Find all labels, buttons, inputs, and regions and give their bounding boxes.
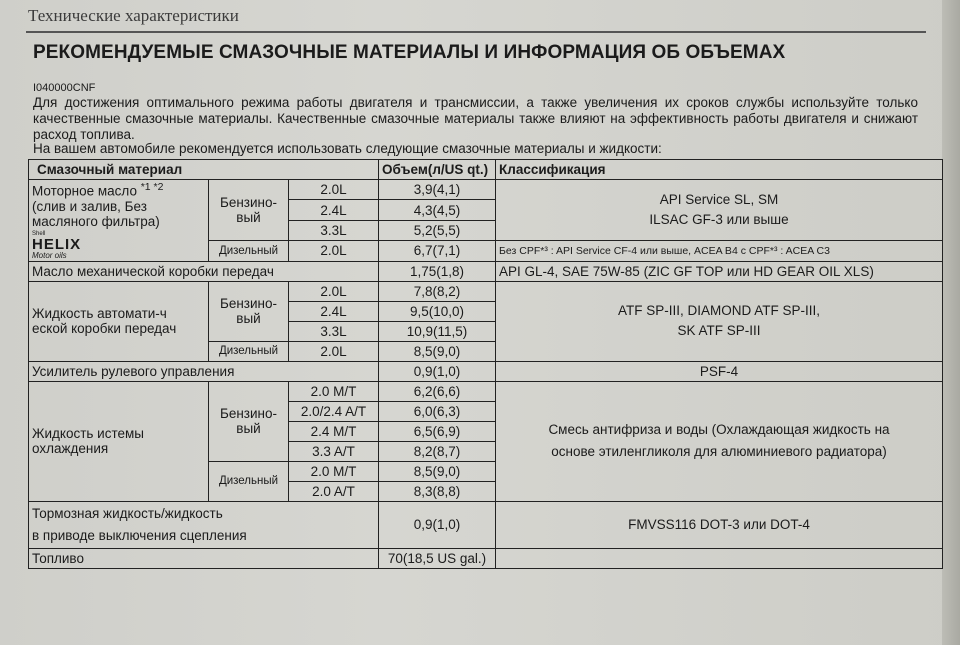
- automatic-petrol: Бензино-вый: [209, 281, 289, 341]
- volume-cell: 10,9(11,5): [379, 321, 496, 341]
- table-row: [29, 281, 943, 301]
- engine-size: 2.4L: [289, 301, 379, 321]
- brake-label: Тормозная жидкость/жидкость в приводе выключения сцепления: [29, 501, 379, 548]
- section-header: Технические характеристики: [28, 6, 239, 25]
- manual-gearbox-label: Масло механической коробки передач: [29, 261, 379, 281]
- power-steering-label: Усилитель рулевого управления: [29, 361, 379, 381]
- header-material: Смазочный материал: [29, 160, 379, 180]
- volume-cell: 4,3(4,5): [379, 200, 496, 220]
- volume-cell: 3,9(4,1): [379, 180, 496, 200]
- coolant-class: Смесь антифриза и воды (Охлаждающая жидкость на основе этиленгликоля для алюминиевого радиатора): [496, 381, 943, 501]
- engine-size: 2.0L: [289, 281, 379, 301]
- engine-oil-label: Моторное масло $^{*1 *2}$ (слив и залив, Без масляного фильтра) Shell HELIX Motor oils: [29, 180, 209, 262]
- automatic-class: ATF SP-III, DIAMOND ATF SP-III, SK ATF SP-III: [496, 281, 943, 361]
- volume-cell: 8,2(8,7): [379, 441, 496, 461]
- engine-size: 2.4 M/T: [289, 421, 379, 441]
- volume-cell: 70(18,5 US gal.): [379, 548, 496, 568]
- table-row: [29, 180, 943, 200]
- intro-paragraph: Для достижения оптимального режима работы двигателя и трансмиссии, а также увеличения их сроков службы используйте только качественные смазочные материалы. Качественные смазочные материалы также влияют на эффективность работы двигателя и снижают расход топлива.: [33, 95, 918, 142]
- table-row: [29, 501, 943, 548]
- engine-size: 2.0/2.4 A/T: [289, 401, 379, 421]
- volume-cell: 6,0(6,3): [379, 401, 496, 421]
- table-header-row: [29, 160, 943, 180]
- manual-gearbox-class: API GL-4, SAE 75W-85 (ZIC GF TOP или HD GEAR OIL XLS): [496, 261, 943, 281]
- volume-cell: 0,9(1,0): [379, 501, 496, 548]
- volume-cell: 0,9(1,0): [379, 361, 496, 381]
- engine-size: 2.0 M/T: [289, 381, 379, 401]
- automatic-label: Жидкость автомати-ч еской коробки передач: [29, 281, 209, 361]
- volume-cell: 7,8(8,2): [379, 281, 496, 301]
- automatic-diesel: Дизельный: [209, 341, 289, 361]
- doc-code: I040000CNF: [33, 82, 96, 94]
- volume-cell: 8,5(9,0): [379, 341, 496, 361]
- engine-size: 3.3L: [289, 321, 379, 341]
- volume-cell: 8,5(9,0): [379, 461, 496, 481]
- engine-size: 2.4L: [289, 200, 379, 220]
- engine-oil-diesel: Дизельный: [209, 241, 289, 261]
- engine-oil-class-petrol: API Service SL, SM ILSAC GF-3 или выше: [496, 180, 943, 241]
- volume-cell: 8,3(8,8): [379, 481, 496, 501]
- brake-class: FMVSS116 DOT-3 или DOT-4: [496, 501, 943, 548]
- lubricants-table: [28, 159, 943, 569]
- engine-size: 2.0L: [289, 241, 379, 261]
- engine-size: 2.0 M/T: [289, 461, 379, 481]
- coolant-diesel: Дизельный: [209, 461, 289, 501]
- volume-cell: 1,75(1,8): [379, 261, 496, 281]
- engine-size: 2.0L: [289, 180, 379, 200]
- table-row: [29, 381, 943, 401]
- header-divider: [26, 31, 926, 33]
- engine-size: 2.0L: [289, 341, 379, 361]
- engine-oil-petrol: Бензино-вый: [209, 180, 289, 241]
- volume-cell: 6,2(6,6): [379, 381, 496, 401]
- volume-cell: 6,5(6,9): [379, 421, 496, 441]
- table-row: [29, 548, 943, 568]
- coolant-label: Жидкость истемы охлаждения: [29, 381, 209, 501]
- table-row: [29, 361, 943, 381]
- page-edge-shadow: [942, 0, 960, 645]
- header-classification: Классификация: [496, 160, 943, 180]
- volume-cell: 5,2(5,5): [379, 220, 496, 240]
- volume-cell: 9,5(10,0): [379, 301, 496, 321]
- engine-size: 3.3 A/T: [289, 441, 379, 461]
- volume-cell: 6,7(7,1): [379, 241, 496, 261]
- fuel-class: [496, 548, 943, 568]
- intro-line: На вашем автомобиле рекомендуется использовать следующие смазочные материалы и жидкости:: [33, 141, 662, 156]
- engine-size: 3.3L: [289, 220, 379, 240]
- engine-size: 2.0 A/T: [289, 481, 379, 501]
- page-title: РЕКОМЕНДУЕМЫЕ СМАЗОЧНЫЕ МАТЕРИАЛЫ И ИНФОРМАЦИЯ ОБ ОБЪЕМАХ: [33, 42, 786, 63]
- table-row: [29, 261, 943, 281]
- power-steering-class: PSF-4: [496, 361, 943, 381]
- header-volume: Объем(л/US qt.): [379, 160, 496, 180]
- shell-helix-logo: Shell HELIX Motor oils: [32, 230, 82, 260]
- fuel-label: Топливо: [29, 548, 379, 568]
- coolant-petrol: Бензино-вый: [209, 381, 289, 461]
- engine-oil-class-diesel: Без CPF*³ : API Service CF-4 или выше, ACEA B4 с CPF*³ : ACEA C3: [496, 241, 943, 261]
